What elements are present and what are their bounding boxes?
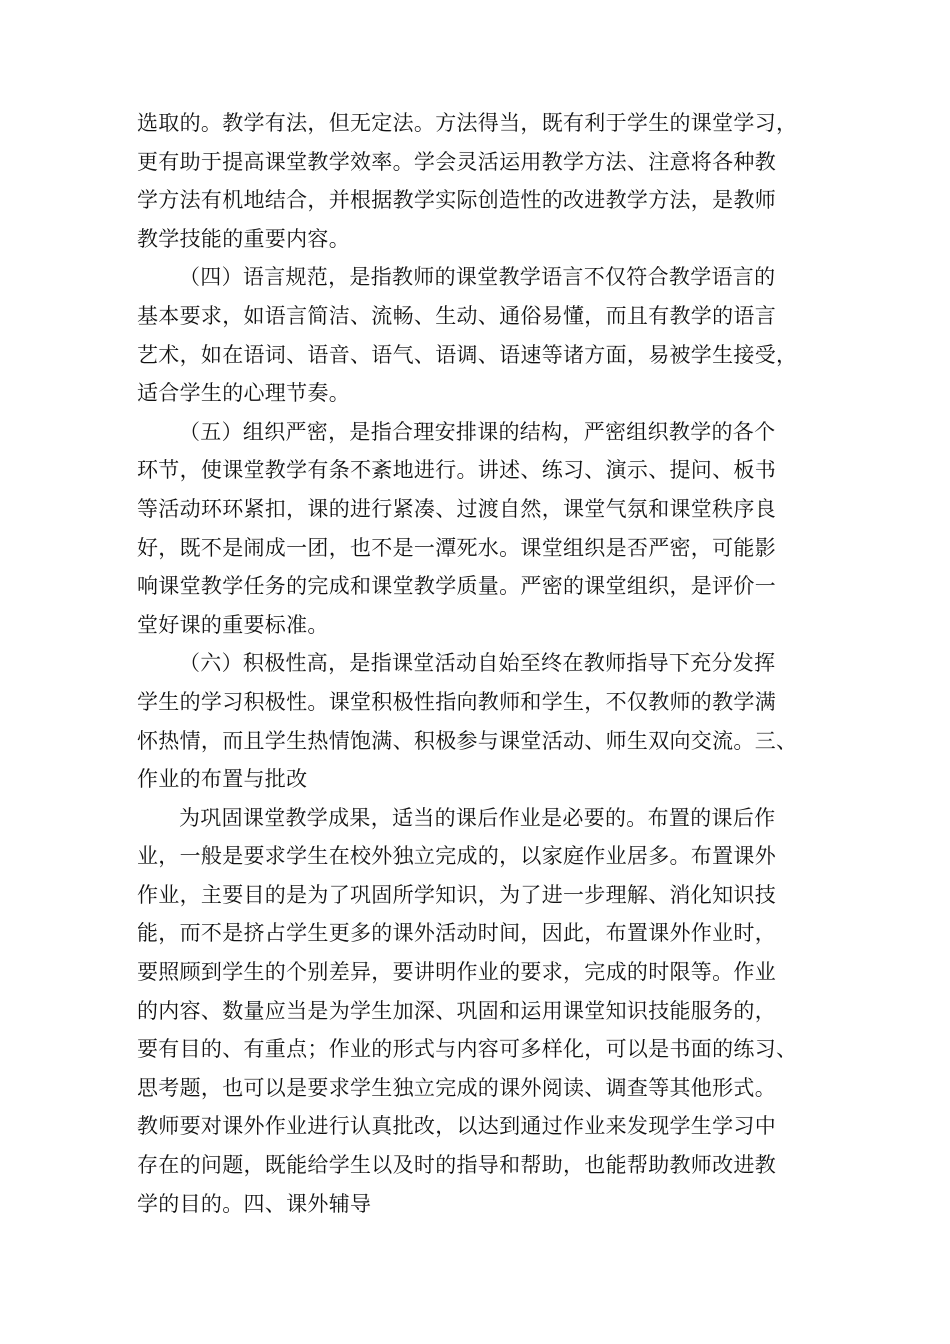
paragraph-teaching-methods (137, 104, 827, 258)
text-line: 教师要对课外作业进行认真批改，以达到通过作业来发现学生学习中 (137, 1114, 776, 1139)
text-line: 要照顾到学生的个别差异，要讲明作业的要求，完成的时限等。作业 (137, 960, 776, 985)
text-line: 存在的问题，既能给学生以及时的指导和帮助，也能帮助教师改进教 (137, 1153, 776, 1178)
paragraph-homework (137, 799, 827, 1224)
text-line: 为巩固课堂教学成果，适当的课后作业是必要的。布置的课后作 (179, 805, 776, 830)
text-line: 堂好课的重要标准。 (137, 612, 329, 637)
text-line: 能，而不是挤占学生更多的课外活动时间，因此，布置课外作业时， (137, 921, 776, 946)
paragraph-language-standard (137, 258, 827, 412)
text-line: 选取的。教学有法，但无定法。方法得当，既有利于学生的课堂学习， (137, 111, 798, 135)
text-line: 怀热情，而且学生热情饱满、积极参与课堂活动、师生双向交流。三、 (137, 728, 798, 753)
text-line: 的内容、数量应当是为学生加深、巩固和运用课堂知识技能服务的， (137, 998, 776, 1023)
text-line: 教学技能的重要内容。 (137, 226, 350, 251)
text-line: 好，既不是闹成一团，也不是一潭死水。课堂组织是否严密，可能影 (137, 535, 776, 560)
paragraph-enthusiasm (137, 644, 827, 798)
text-line: 等活动环环紧扣，课的进行紧凑、过渡自然，课堂气氛和课堂秩序良 (137, 496, 776, 521)
paragraph-organization (137, 413, 827, 645)
text-line: （六）积极性高，是指课堂活动自始至终在教师指导下充分发挥 (179, 651, 776, 676)
text-line: 业，一般是要求学生在校外独立完成的，以家庭作业居多。布置课外 (137, 844, 776, 869)
text-line: （四）语言规范，是指教师的课堂教学语言不仅符合教学语言的 (179, 265, 776, 290)
text-line: 适合学生的心理节奏。 (137, 381, 350, 406)
text-line: 基本要求，如语言简洁、流畅、生动、通俗易懂，而且有教学的语言 (137, 303, 776, 328)
text-line: 要有目的、有重点；作业的形式与内容可多样化，可以是书面的练习、 (137, 1037, 798, 1062)
text-line: 学方法有机地结合，并根据教学实际创造性的改进教学方法，是教师 (137, 188, 776, 213)
text-line: 学生的学习积极性。课堂积极性指向教师和学生，不仅教师的教学满 (137, 689, 776, 714)
text-line: 更有助于提高课堂教学效率。学会灵活运用教学方法、注意将各种教 (137, 149, 776, 174)
text-line: 环节，使课堂教学有条不紊地进行。讲述、练习、演示、提问、板书 (137, 458, 776, 483)
text-line: 学的目的。四、课外辅导 (137, 1191, 372, 1216)
text-line: （五）组织严密，是指合理安排课的结构，严密组织教学的各个 (179, 419, 776, 444)
text-line: 思考题，也可以是要求学生独立完成的课外阅读、调查等其他形式。 (137, 1075, 776, 1100)
text-line: 响课堂教学任务的完成和课堂教学质量。严密的课堂组织，是评价一 (137, 574, 776, 599)
text-line: 作业，主要目的是为了巩固所学知识，为了进一步理解、消化知识技 (137, 882, 776, 907)
text-line: 作业的布置与批改 (137, 767, 308, 792)
document-page (137, 104, 827, 1223)
text-line: 艺术，如在语词、语音、语气、语调、语速等诸方面，易被学生接受， (137, 342, 798, 367)
